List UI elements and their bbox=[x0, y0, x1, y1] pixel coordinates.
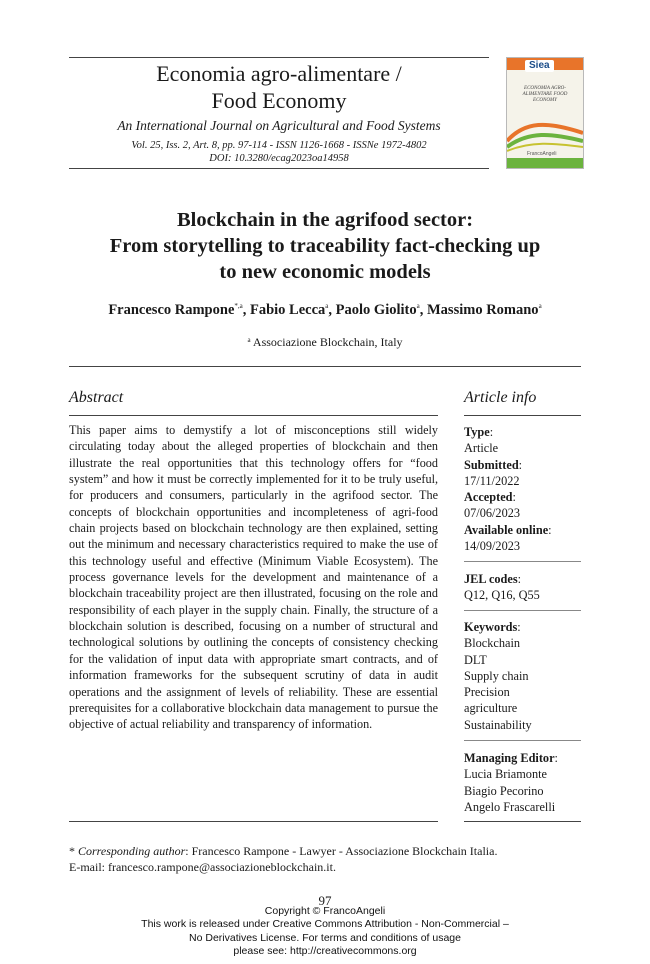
cover-bottom-band bbox=[507, 158, 583, 168]
page-number: 97 bbox=[318, 893, 332, 908]
keywords-label: Keywords bbox=[464, 620, 518, 634]
journal-subtitle: An International Journal on Agricultural and Food Systems bbox=[117, 118, 441, 133]
info-bottom-rule bbox=[464, 821, 581, 822]
managing-editor-block: Managing Editor: Lucia Briamonte Biagio Pecorino Angelo Frascarelli bbox=[464, 751, 558, 814]
cover-title: ECONOMIA AGRO-ALIMENTARE FOOD ECONOMY bbox=[522, 86, 568, 103]
license-line-1: This work is released under Creative Commons Attribution - Non-Commercial – bbox=[141, 918, 509, 931]
article-dates-block: Type: Article Submitted: 17/11/2022 Accepted: 07/06/2023 Available online: 14/09/2023 bbox=[464, 425, 552, 554]
author-list bbox=[30, 302, 620, 319]
corresponding-author-email: E-mail: francesco.rampone@associazioneblockchain.it. bbox=[69, 860, 336, 874]
corresponding-author-footnote: * Corresponding author: Francesco Rampone - Lawyer - Associazione Blockchain Italia. E-mail: francesco.rampone@associazioneblockchain.it. bbox=[69, 844, 498, 874]
volume-line: Vol. 25, Iss. 2, Art. 8, pp. 97-114 - ISSN 1126-1668 - ISSNe 1972-4802 bbox=[131, 140, 427, 151]
license-notice bbox=[0, 905, 650, 958]
keyword: Blockchain bbox=[464, 636, 521, 651]
journal-title-line-1: Economia agro-alimentare / bbox=[156, 61, 402, 86]
title-separator-rule bbox=[69, 366, 581, 367]
author: Fabio Lecca$^a$, bbox=[249, 302, 336, 318]
affiliation: $^a$ Associazione Blockchain, Italy bbox=[247, 335, 403, 349]
article-info-heading-rule bbox=[464, 415, 581, 416]
abstract-heading-rule bbox=[69, 415, 438, 416]
header-top-rule bbox=[69, 57, 489, 58]
keyword: DLT bbox=[464, 652, 487, 667]
type-label: Type bbox=[464, 425, 490, 439]
header-bottom-rule bbox=[69, 168, 489, 169]
editor-name: Angelo Frascarelli bbox=[464, 799, 556, 814]
license-line-2: No Derivatives License. For terms and conditions of usage bbox=[189, 931, 461, 944]
journal-volume-info bbox=[70, 139, 488, 165]
info-rule-1 bbox=[464, 561, 581, 562]
author: Francesco Rampone$^{*,a}$, bbox=[108, 302, 250, 318]
author: Massimo Romano$^a$ bbox=[426, 302, 542, 318]
info-rule-2 bbox=[464, 610, 581, 611]
type-value: Article bbox=[464, 441, 499, 456]
keywords-block: Keywords: Blockchain DLT Supply chain Precision agriculture Sustainability bbox=[464, 620, 532, 732]
copyright-line: Copyright © FrancoAngeli bbox=[264, 905, 386, 917]
keyword: Precision bbox=[464, 685, 510, 700]
abstract-body: This paper aims to demystify a lot of misconceptions still widely circulating today about the alleged properties of blockchain and then illustrate the real opportunities that this technology offers for “food system” and how it must be correctly implemented for it to be truly useful, for producers and consumers, particularly in the agrifood sector. The concepts of blockchain opportunities and incompleteness of agri-food chain projects based on blockchain technology are then explained, setting out the minimum and necessary characteristics required to make the use of this technology useful and effective (Minimum Viable Ecosystem). The process governance levels for the development and maintenance of a blockchain traceability project are then illustrated, focusing on the role and responsibility of each player in the supply chain. Finally, the structure of a blockchain solution is described, focusing on a number of structural and technological solutions by outlining the concepts of consistency checking for the validation of input data with appropriate smart contracts, and of information frameworks for the subsequent scrutiny of data in audit operations and the assignment of levels of reliability. These are essential prerequisites for a collaborative blockchain data management to pursue the objective of actual reliability and transparency of information. bbox=[69, 423, 438, 732]
journal-cover-image bbox=[506, 57, 584, 169]
editor-name: Lucia Briamonte bbox=[464, 767, 547, 782]
license-line-3[interactable]: please see: http://creativecommons.org bbox=[233, 944, 417, 957]
author: Paolo Giolito$^a$, bbox=[335, 302, 427, 318]
doi-line: DOI: 10.3280/ecag2023oa14958 bbox=[209, 153, 349, 164]
journal-title bbox=[70, 60, 488, 114]
cover-logo: Siea bbox=[525, 60, 554, 72]
cover-wave-graphic bbox=[507, 113, 583, 153]
article-info-heading: Article info bbox=[464, 389, 537, 406]
jel-codes-label: JEL codes bbox=[464, 572, 518, 586]
paper-title-line-2: From storytelling to traceability fact-checking up bbox=[109, 235, 541, 257]
keyword: agriculture bbox=[464, 701, 518, 716]
accepted-value: 07/06/2023 bbox=[464, 506, 521, 521]
paper-title-line-3: to new economic models bbox=[219, 261, 431, 283]
submitted-value: 17/11/2022 bbox=[464, 473, 520, 488]
accepted-label: Accepted bbox=[464, 490, 513, 505]
managing-editor-label: Managing Editor bbox=[464, 751, 555, 765]
keyword: Sustainability bbox=[464, 717, 532, 732]
journal-title-line-2: Food Economy bbox=[211, 88, 347, 113]
submitted-label: Submitted bbox=[464, 457, 519, 472]
jel-codes-value: Q12, Q16, Q55 bbox=[464, 588, 540, 603]
info-rule-3 bbox=[464, 740, 581, 741]
corresponding-author-label: Corresponding author bbox=[78, 844, 186, 858]
paper-title bbox=[40, 207, 610, 285]
abstract-heading: Abstract bbox=[69, 389, 124, 406]
available-online-value: 14/09/2023 bbox=[464, 539, 521, 554]
abstract-bottom-rule bbox=[69, 821, 438, 822]
cover-publisher: FrancoAngeli bbox=[527, 151, 557, 157]
available-online-label: Available online bbox=[464, 522, 549, 537]
editor-name: Biagio Pecorino bbox=[464, 783, 544, 798]
keyword: Supply chain bbox=[464, 668, 529, 683]
paper-title-line-1: Blockchain in the agrifood sector: bbox=[176, 209, 474, 231]
jel-codes-block: JEL codes: Q12, Q16, Q55 bbox=[464, 572, 540, 603]
